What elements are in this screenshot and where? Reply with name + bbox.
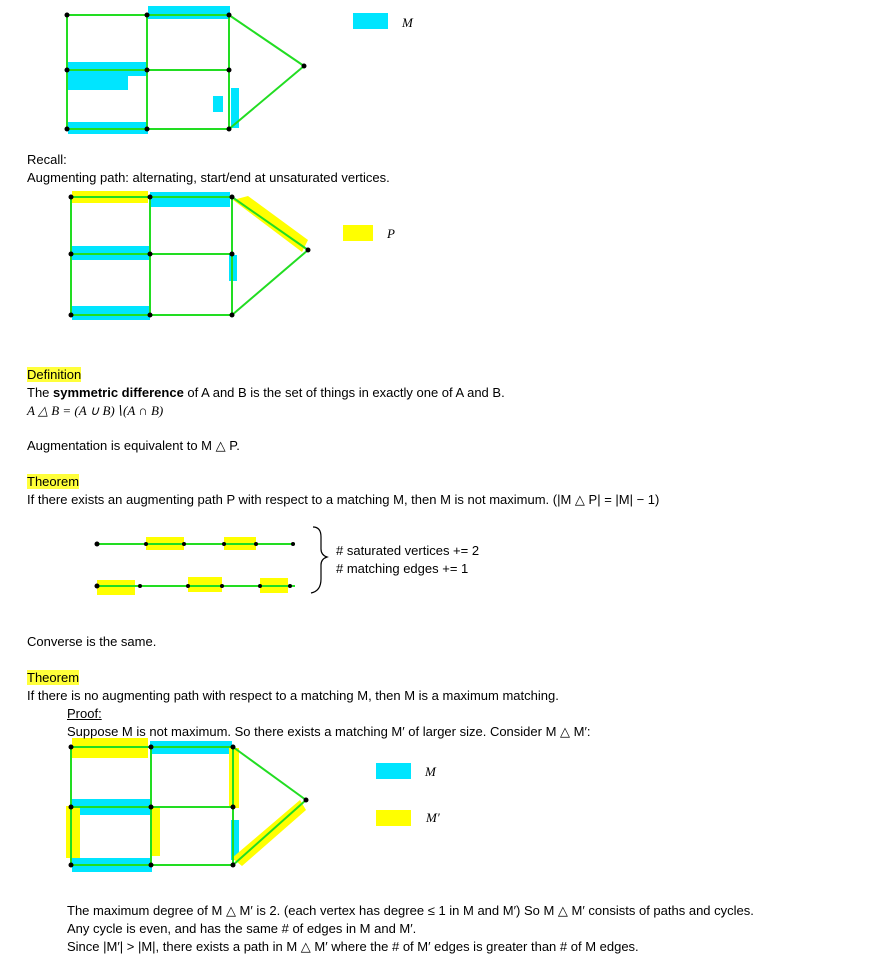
proof-p3: Since |M′| > |M|, there exists a path in M △ M′ where the # of M′ edges is greater than # of M edges. (67, 939, 639, 954)
theorem1-text: If there exists an augmenting path P with respect to a matching M, then M is not maximum. (|M △ P| = |M| − 1) (27, 492, 660, 507)
converse-line: Converse is the same. (27, 634, 157, 649)
augmentation-line: Augmentation is equivalent to M △ P. (27, 438, 240, 453)
m-highlight (68, 76, 128, 90)
graph-matching-m (65, 6, 307, 134)
legend-m-label: M (402, 15, 413, 30)
theorem1-heading: Theorem (27, 474, 80, 489)
legend-mprime-label: M′ (426, 810, 440, 825)
symmetric-difference-term: symmetric difference (53, 385, 184, 400)
legend-p-label: P (387, 226, 395, 241)
proof-suppose: Suppose M is not maximum. So there exists a matching M′ of larger size. Consider M △ M′: (67, 724, 591, 739)
brace (311, 527, 327, 593)
proof-p1: The maximum degree of M △ M′ is 2. (each vertex has degree ≤ 1 in M and M′) So M △ M′ consists of paths and cycles. (67, 903, 754, 918)
proof-label: Proof: (67, 706, 102, 721)
note-saturated: # saturated vertices += 2 (336, 543, 480, 558)
theorem2-heading: Theorem (27, 670, 80, 685)
path-examples (95, 527, 328, 595)
definition-formula: A △ B = (A ∪ B)∖(A ∩ B) (27, 403, 164, 418)
proof-p2: Any cycle is even, and has the same # of edges in M and M′. (67, 921, 417, 936)
legend-m-swatch-2 (376, 763, 411, 779)
definition-line: The symmetric difference of A and B is the set of things in exactly one of A and B. (27, 385, 505, 400)
legend-mprime-swatch (376, 810, 411, 826)
definition-heading: Definition (27, 367, 82, 382)
note-matching-edges: # matching edges += 1 (336, 561, 469, 576)
legend-p-swatch (343, 225, 373, 241)
m-highlight (150, 192, 230, 207)
legend-m-swatch (353, 13, 388, 29)
m-highlight (148, 6, 230, 19)
graph-symmetric-difference (66, 738, 309, 872)
graph-augmenting-path (69, 191, 311, 320)
theorem2-text: If there is no augmenting path with respect to a matching M, then M is a maximum matching. (27, 688, 559, 703)
recall-title: Recall: (27, 152, 67, 167)
m-highlight (213, 96, 223, 112)
legend-m-label-2: M (425, 764, 436, 779)
recall-text: Augmenting path: alternating, start/end at unsaturated vertices. (27, 170, 390, 185)
m-highlight (72, 306, 150, 320)
